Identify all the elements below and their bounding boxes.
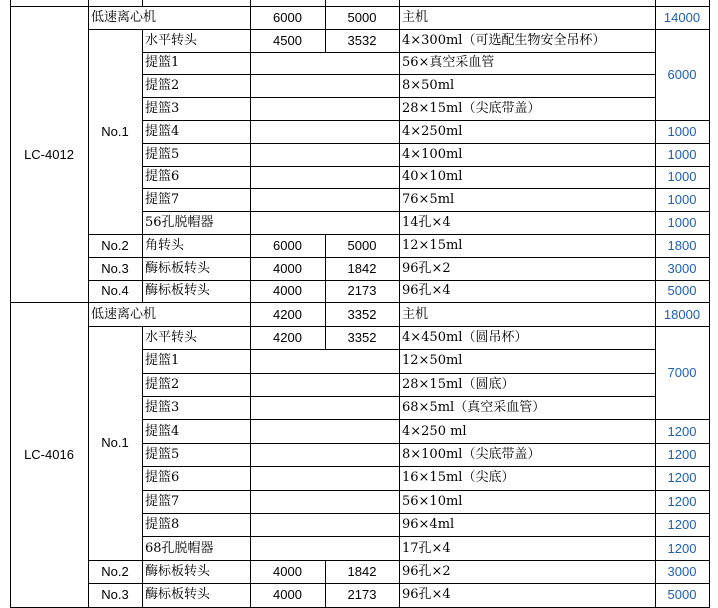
grid-line (325, 560, 326, 583)
grid-line (399, 419, 400, 442)
rotor-name: 角转头 (145, 237, 185, 253)
main-unit-speed: 6000 (273, 9, 302, 25)
accessory-price: 1000 (667, 146, 697, 162)
grid-line (142, 396, 143, 419)
rotor-rcf: 1842 (347, 260, 377, 276)
grid-line (142, 349, 143, 372)
group-price: 6000 (667, 66, 697, 82)
accessory-price: 1200 (667, 540, 697, 556)
accessory-capacity: 56×10ml (402, 493, 463, 509)
grid-line (399, 536, 400, 559)
grid-line (709, 6, 710, 302)
model-name: LC-4016 (24, 446, 74, 462)
main-unit-rcf: 5000 (347, 9, 377, 25)
main-unit-name: 低速离心机 (91, 9, 157, 25)
grid-line (325, 280, 326, 303)
accessory-name: 提篮5 (145, 446, 180, 462)
grid-line (399, 280, 400, 303)
grid-line (655, 280, 656, 303)
grid-line (655, 583, 656, 606)
accessory-name: 提篮3 (145, 101, 180, 117)
main-unit-rcf: 3352 (347, 306, 377, 322)
grid-line (399, 466, 400, 489)
rotor-number: No.1 (101, 123, 129, 139)
grid-line (10, 6, 11, 302)
rotor-name: 水平转头 (145, 32, 198, 48)
grid-line (142, 74, 143, 97)
grid-line (655, 466, 710, 467)
rotor-price: 3000 (667, 260, 697, 276)
grid-line (399, 583, 400, 606)
accessory-name: 68孔脱帽器 (145, 540, 214, 556)
accessory-name: 提篮7 (145, 192, 180, 208)
grid-line (142, 120, 143, 143)
model-name: LC-4012 (24, 146, 74, 162)
grid-line (250, 120, 251, 143)
grid-line (10, 607, 710, 608)
rotor-name: 酶标板转头 (145, 587, 211, 603)
accessory-price: 1200 (667, 423, 697, 439)
rotor-price: 5000 (667, 587, 697, 603)
rotor-capacity: 96孔×4 (402, 587, 451, 603)
grid-line (250, 143, 251, 166)
accessory-name: 提篮7 (145, 493, 180, 509)
accessory-name: 提篮1 (145, 55, 180, 71)
accessory-name: 提篮1 (145, 353, 180, 369)
accessory-price: 1200 (667, 446, 697, 462)
grid-line (655, 143, 710, 144)
grid-line (250, 560, 251, 583)
rotor-name: 水平转头 (145, 329, 198, 345)
grid-line (142, 536, 143, 559)
accessory-capacity: 4×250 ml (402, 423, 467, 439)
grid-line (142, 234, 143, 257)
grid-line (655, 6, 656, 29)
grid-line (399, 373, 400, 396)
accessory-price: 1000 (667, 192, 697, 208)
accessory-name: 提篮5 (145, 146, 180, 162)
grid-line (399, 257, 400, 280)
grid-line (250, 536, 251, 559)
grid-line (88, 302, 89, 606)
grid-line (250, 513, 251, 536)
grid-line (399, 560, 400, 583)
accessory-price: 1200 (667, 470, 697, 486)
rotor-number: No.3 (101, 260, 129, 276)
accessory-capacity: 76×5ml (402, 192, 455, 208)
grid-line (399, 6, 400, 29)
grid-line (399, 234, 400, 257)
rotor-rcf: 5000 (347, 237, 377, 253)
accessory-name: 提篮2 (145, 78, 180, 94)
rotor-capacity: 4×300ml（可选配生物安全吊杯） (402, 32, 606, 48)
grid-line (655, 536, 710, 537)
grid-line (399, 97, 400, 120)
rotor-speed: 4200 (273, 329, 302, 345)
accessory-price: 1000 (667, 123, 697, 139)
accessory-price: 1200 (667, 493, 697, 509)
grid-line (325, 583, 326, 606)
rotor-capacity: 96孔×4 (402, 283, 451, 299)
grid-line (142, 29, 143, 52)
rotor-speed: 4000 (273, 283, 302, 299)
grid-line (142, 513, 143, 536)
grid-line (250, 490, 251, 513)
main-unit-capacity: 主机 (402, 306, 429, 322)
grid-line (399, 349, 400, 372)
grid-line (250, 211, 251, 234)
grid-line (325, 234, 326, 257)
rotor-number: No.4 (101, 283, 129, 299)
rotor-rcf: 3532 (347, 32, 377, 48)
rotor-number: No.3 (101, 587, 129, 603)
grid-line (142, 211, 143, 234)
grid-line (655, 513, 710, 514)
grid-line (250, 443, 251, 466)
accessory-price: 1000 (667, 169, 697, 185)
rotor-capacity: 4×450ml（圆吊杯） (402, 329, 528, 345)
accessory-capacity: 28×15ml（圆底） (402, 376, 515, 392)
rotor-number: No.2 (101, 237, 129, 253)
main-unit-speed: 4200 (273, 306, 302, 322)
rotor-capacity: 96孔×2 (402, 260, 451, 276)
grid-line (142, 52, 143, 75)
grid-line (142, 143, 143, 166)
rotor-capacity: 96孔×2 (402, 563, 451, 579)
grid-line (399, 326, 400, 349)
accessory-capacity: 40×10ml (402, 169, 463, 185)
accessory-name: 提篮2 (145, 376, 180, 392)
rotor-speed: 4000 (273, 587, 302, 603)
rotor-price: 3000 (667, 563, 697, 579)
grid-line (142, 560, 143, 583)
grid-line (655, 560, 656, 583)
rotor-number: No.2 (101, 563, 129, 579)
grid-line (655, 166, 710, 167)
grid-line (88, 6, 89, 302)
grid-line (655, 490, 710, 491)
rotor-price: 1800 (667, 237, 697, 253)
accessory-capacity: 68×5ml（真空采血管） (402, 400, 546, 416)
grid-line (655, 120, 710, 121)
grid-line (399, 29, 400, 52)
accessory-capacity: 8×50ml (402, 78, 455, 94)
grid-line (655, 419, 710, 420)
grid-line (399, 143, 400, 166)
grid-line (325, 6, 326, 29)
grid-line (250, 466, 251, 489)
grid-line (250, 302, 251, 325)
grid-line (399, 490, 400, 513)
accessory-name: 提篮4 (145, 123, 180, 139)
grid-line (250, 6, 251, 29)
rotor-number: No.1 (101, 435, 129, 451)
grid-line (709, 302, 710, 606)
grid-line (399, 302, 400, 325)
accessory-name: 56孔脱帽器 (145, 215, 214, 231)
grid-line (142, 257, 143, 280)
grid-line (142, 466, 143, 489)
accessory-capacity: 4×250ml (402, 123, 463, 139)
grid-line (325, 302, 326, 325)
grid-line (399, 188, 400, 211)
accessory-capacity: 28×15ml（尖底带盖） (402, 101, 541, 117)
rotor-speed: 6000 (273, 237, 302, 253)
rotor-name: 酶标板转头 (145, 260, 211, 276)
grid-line (250, 280, 251, 303)
grid-line (250, 234, 251, 257)
grid-line (250, 326, 251, 349)
grid-line (142, 166, 143, 189)
rotor-speed: 4000 (273, 260, 302, 276)
grid-line (655, 234, 656, 257)
main-unit-price: 14000 (663, 9, 701, 25)
accessory-name: 提篮4 (145, 423, 180, 439)
accessory-name: 提篮6 (145, 470, 180, 486)
rotor-name: 酶标板转头 (145, 563, 211, 579)
grid-line (250, 74, 251, 97)
grid-line (250, 349, 251, 372)
grid-line (142, 326, 143, 349)
accessory-capacity: 17孔×4 (402, 540, 451, 556)
grid-line (250, 419, 251, 442)
grid-line (142, 583, 143, 606)
grid-line (399, 120, 400, 143)
grid-line (10, 302, 11, 606)
grid-line (142, 188, 143, 211)
grid-line (325, 29, 326, 52)
grid-line (399, 211, 400, 234)
grid-line (325, 257, 326, 280)
grid-line (655, 257, 656, 280)
rotor-name: 酶标板转头 (145, 283, 211, 299)
rotor-price: 5000 (667, 283, 697, 299)
grid-line (142, 419, 143, 442)
rotor-speed: 4500 (273, 32, 302, 48)
accessory-capacity: 12×50ml (402, 353, 463, 369)
accessory-capacity: 16×15ml（尖底） (402, 470, 515, 486)
grid-line (655, 443, 710, 444)
grid-line (399, 443, 400, 466)
rotor-rcf: 1842 (347, 563, 377, 579)
accessory-capacity: 96×4ml (402, 517, 455, 533)
grid-line (399, 52, 400, 75)
grid-line (399, 396, 400, 419)
rotor-rcf: 2173 (347, 587, 377, 603)
accessory-capacity: 4×100ml (402, 146, 463, 162)
grid-line (250, 97, 251, 120)
grid-line (325, 326, 326, 349)
rotor-rcf: 3352 (347, 329, 377, 345)
accessory-price: 1000 (667, 215, 697, 231)
rotor-capacity: 12×15ml (402, 237, 463, 253)
grid-line (250, 257, 251, 280)
grid-line (250, 373, 251, 396)
rotor-rcf: 2173 (347, 283, 377, 299)
grid-line (399, 166, 400, 189)
grid-line (142, 490, 143, 513)
main-unit-capacity: 主机 (402, 9, 429, 25)
accessory-name: 提篮8 (145, 517, 180, 533)
accessory-price: 1200 (667, 517, 697, 533)
group-price: 7000 (667, 365, 697, 381)
accessory-capacity: 56×真空采血管 (402, 55, 495, 71)
grid-line (142, 280, 143, 303)
accessory-capacity: 14孔×4 (402, 215, 451, 231)
grid-line (250, 396, 251, 419)
grid-line (142, 97, 143, 120)
grid-line (655, 302, 656, 325)
grid-line (250, 583, 251, 606)
grid-line (142, 373, 143, 396)
grid-line (250, 29, 251, 52)
accessory-name: 提篮6 (145, 169, 180, 185)
grid-line (250, 188, 251, 211)
main-unit-name: 低速离心机 (91, 306, 157, 322)
accessory-capacity: 8×100ml（尖底带盖） (402, 446, 541, 462)
grid-line (142, 443, 143, 466)
grid-line (655, 188, 710, 189)
grid-line (250, 52, 251, 75)
rotor-speed: 4000 (273, 563, 302, 579)
grid-line (655, 211, 710, 212)
grid-line (250, 166, 251, 189)
grid-line (399, 74, 400, 97)
accessory-name: 提篮3 (145, 400, 180, 416)
grid-line (399, 513, 400, 536)
main-unit-price: 18000 (663, 306, 701, 322)
